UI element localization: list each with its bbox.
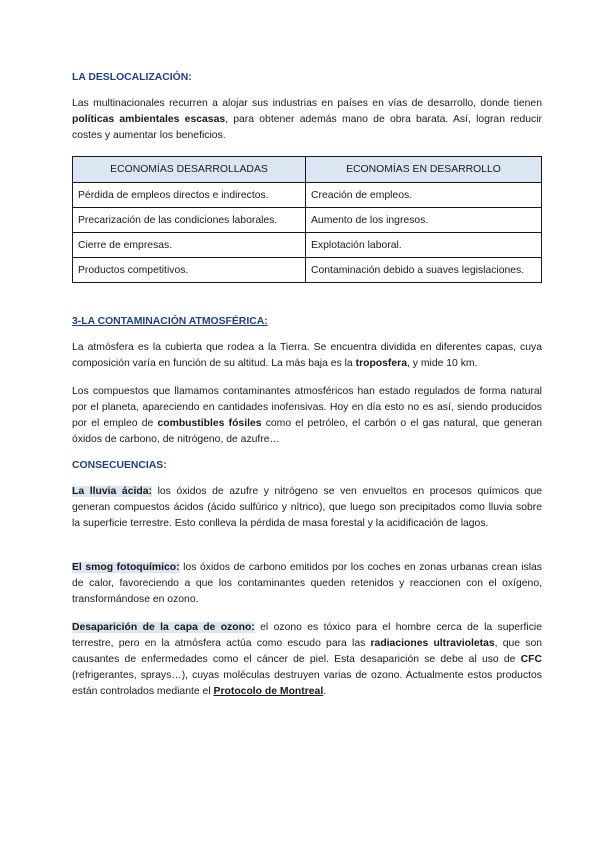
bold-term: radiaciones ultravioletas — [370, 638, 495, 649]
bold-term: políticas ambientales escasas — [72, 114, 226, 125]
table-row — [73, 258, 542, 283]
table-row — [73, 208, 542, 233]
highlighted-term: La lluvia ácida: — [72, 486, 152, 497]
table-cell: Pérdida de empleos directos e indirectos. — [73, 183, 306, 208]
text-run: , que son causantes de enfermedades como el cáncer de piel. Esta desaparición se debe al uso de — [72, 638, 543, 665]
paragraph-deslocalizacion — [72, 96, 542, 144]
table-row — [73, 183, 542, 208]
heading-consecuencias: CONSECUENCIAS: — [72, 460, 167, 471]
highlighted-term: Desaparición de la capa de ozono: — [72, 622, 255, 633]
table-cell: Productos competitivos. — [73, 258, 306, 283]
bold-term: combustibles fósiles — [157, 418, 262, 429]
text-run: Las multinacionales recurren a alojar sus industrias en países en vías de desarrollo, donde tienen — [72, 98, 542, 109]
table-cell: Cierre de empresas. — [73, 233, 306, 258]
text-run: , y mide 10 km. — [407, 358, 478, 369]
table-cell: Aumento de los ingresos. — [306, 208, 542, 233]
paragraph-smog — [72, 560, 542, 608]
text-run: los óxidos de carbono emitidos por los coches en zonas urbanas crean islas de calor, favoreciendo a que los contaminantes queden retenidos y reaccionen con el oxígeno, transformándose en ozono. — [72, 562, 542, 605]
text-run: , para obtener además mano de obra barata. Así, logran reducir costes y aumentar los beneficios. — [72, 114, 542, 141]
text-run: como el petróleo, el carbón o el gas natural, que generan óxidos de carbono, de nitrógeno, de azufre… — [72, 418, 543, 445]
text-run: . — [323, 686, 327, 697]
paragraph-atmosfera — [72, 340, 542, 372]
table-header-row — [73, 157, 542, 183]
table-cell: Creación de empleos. — [306, 183, 542, 208]
heading-contaminacion: 3-LA CONTAMINACIÓN ATMOSFÉRICA: — [72, 316, 268, 327]
table-cell: Explotación laboral. — [306, 233, 542, 258]
heading-deslocalizacion: LA DESLOCALIZACIÓN: — [72, 72, 192, 83]
table-row — [73, 233, 542, 258]
economies-table — [72, 156, 542, 283]
column-header-en-desarrollo: ECONOMÍAS EN DESARROLLO — [306, 157, 542, 183]
table-cell: Precarización de las condiciones laborales. — [73, 208, 306, 233]
text-run: La atmósfera es la cubierta que rodea a la Tierra. Se encuentra dividida en diferentes capas, cuya composición varía en función de su altitud. La más baja es la — [72, 342, 542, 369]
column-header-desarrolladas: ECONOMÍAS DESARROLLADAS — [73, 157, 306, 183]
bold-term: troposfera — [355, 358, 407, 369]
text-run: Los compuestos que llamamos contaminantes atmosféricos han estado regulados de forma natural por el planeta, apareciendo en cantidades inofensivas. Hoy en día esto no es así, siendo producidos por el empleo de — [72, 386, 542, 429]
paragraph-lluvia-acida — [72, 484, 542, 532]
paragraph-compuestos — [72, 384, 542, 448]
text-run: el ozono es tóxico para el hombre cerca de la superficie terrestre, pero en la atmósfera actúa como escudo para las — [72, 622, 542, 649]
text-run: (refrigerantes, sprays…), cuyas moléculas destruyen varias de ozono. Actualmente estos productos están controlados mediante el — [72, 670, 542, 697]
paragraph-ozono — [72, 620, 542, 700]
text-run: los óxidos de azufre y nitrógeno se ven envueltos en procesos químicos que generan compuestos ácidos (ácido sulfúrico y nítrico), que luego son precipitados como lluvia sobre la superficie terrestre. Esto conlleva la pérdida de masa forestal y la acidificación de lagos. — [72, 486, 542, 529]
table-cell: Contaminación debido a suaves legislaciones. — [306, 258, 542, 283]
bold-underlined-term: Protocolo de Montreal — [213, 686, 324, 697]
highlighted-term: El smog fotoquímico: — [72, 562, 180, 573]
bold-term: CFC — [520, 654, 542, 665]
